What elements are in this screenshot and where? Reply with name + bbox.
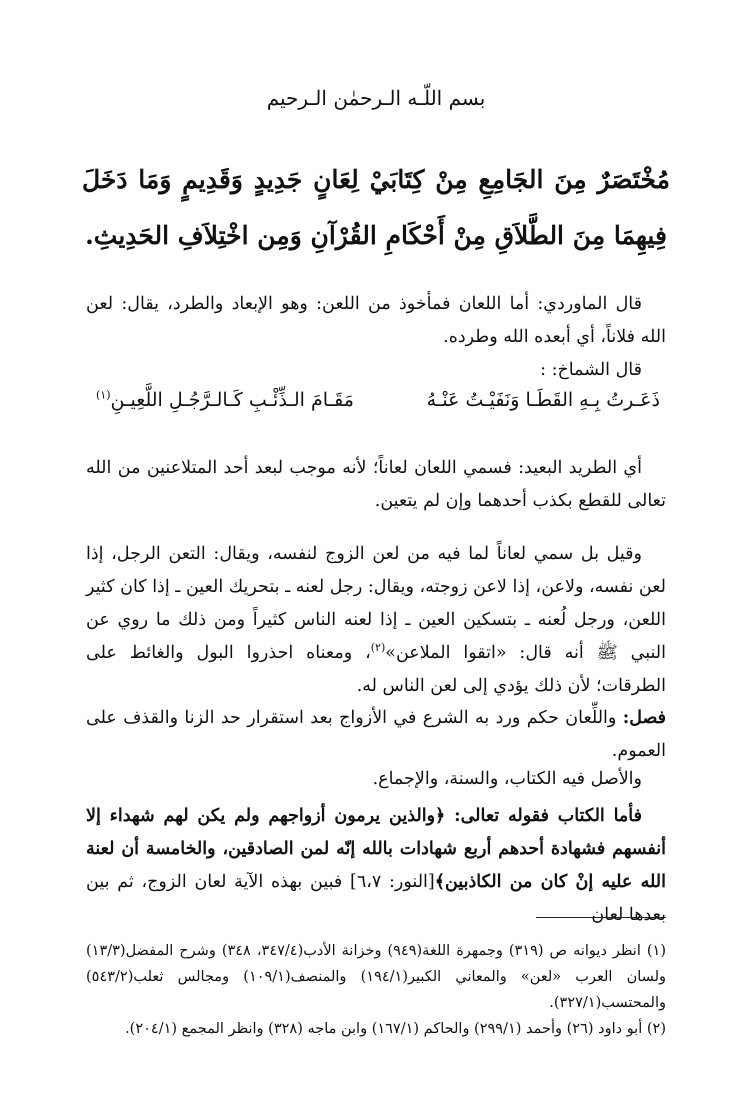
paragraph-sources: والأصل فيه الكتاب، والسنة، والإجماع. — [372, 769, 642, 789]
footnote-ref-2: (٢) — [370, 641, 386, 655]
quran-intro: فأما الكتاب فقوله تعالى: — [445, 806, 643, 826]
verse-hemistich-second — [96, 389, 354, 411]
paragraph-naming-reason — [86, 538, 666, 703]
paragraph-tarid: أي الطريد البعيد: فسمي اللعان لعاناً؛ لأنه موجب لبعد أحد المتلاعنين من الله تعالى للقطع بكذب أحدهما وإن لم يتعين. — [86, 458, 666, 511]
footnote-1: (١) انظر ديوانه ص (٣١٩) وجمهرة اللغة(٩٤٩) وخزانة الأدب(٣٤٧/٤، ٣٤٨) وشرح المفضل(١٣/٣) ولسان العرب «لعن» والمعاني الكبير(١٩٤/١) والمنصف(١٠٩/١) ومجالس ثعلب(٥٤٣/٢) والمحتسب(٣٢٧/١). — [86, 943, 667, 1011]
verse-hemistich-second-text: مَقَـامَ الـذِّئْـبِ كَـالـرَّجُـلِ اللَّعِيـنِ — [110, 389, 354, 411]
chapter-title: مُخْتَصَرٌ مِنَ الجَامِعِ مِنْ كِتَابَيْ لِعَانٍ جَدِيدٍ وَقَدِيمٍ وَمَا دَخَلَ فِيهِمَا مِنَ الطَّلاَقِ مِنْ أَحْكَامِ القُرْآنِ وَمِن اخْتِلاَفِ الحَدِيثِ. — [82, 165, 670, 250]
footnote-ref-1: (١) — [96, 388, 111, 402]
paragraph-naming-continuation: ، ومعناه احذروا البول والغائط على الطرقات؛ لأن ذلك يؤدي إلى لعن الناس له. — [86, 643, 666, 696]
paragraph-lian-definition: قال الماوردي: أما اللعان فمأخوذ من اللعن: وهو الإبعاد والطرد، يقال: لعن الله فلاناً، أي أبعده الله وطرده. — [86, 294, 666, 347]
fasl-label: فصل: — [622, 708, 666, 728]
fasl-text: واللِّعان حكم ورد به الشرع في الأزواج بعد استقرار حد الزنا والقذف على العموم. — [86, 708, 666, 761]
quran-verse-continuation: [النور: ٦،٧] فبين بهذه الآية لعان الزوج، ثم بين بعدها لعان — [86, 872, 666, 925]
paragraph-naming-text: وقيل بل سمي لعاناً لما فيه من لعن الزوج لنفسه، ويقال: التعن الرجل، إذا لعن نفسه، ولاعن، إذا لاعن زوجته، ويقال: رجل لعنه ـ بتحريك العين ـ إذا كان كثير اللعن، ورجل لُعنه ـ بتسكين العين ـ إذا لعنه الناس كثيراً ومن ذلك ما روي عن النبي ﷺ أنه قال: «اتقوا الملاعن» — [86, 544, 666, 663]
paragraph-shammakh-intro: قال الشماخ: : — [540, 360, 642, 380]
paragraph-fasl — [86, 702, 666, 768]
poetry-verse — [90, 385, 666, 425]
footnotes — [86, 938, 666, 1042]
paragraph-quran-evidence — [86, 800, 666, 932]
footnote-2: (٢) أبو داود (٢٦) وأحمد (٢٩٩/١) والحاكم (١٦٧/١) وابن ماجه (٣٢٨) وانظر المجمع (٢٠٤/١). — [125, 1021, 666, 1037]
quran-verse: ﴿والذين يرمون أزواجهم ولم يكن لهم شهداء إلا أنفسهم فشهادة أحدهم أربع شهادات بالله إنّه لمن الصادقين، والخامسة أن لعنة الله عليه إنْ كان من الكاذبين﴾ — [86, 806, 666, 892]
footnote-divider — [536, 917, 666, 918]
basmala-heading: بسم اللّـه الـرحمٰن الـرحيم — [266, 86, 486, 110]
verse-hemistich-first: ذَعَـرتُ بِـهِ القَطَـا وَنَفَيْـتُ عَنْـهُ — [426, 389, 660, 411]
